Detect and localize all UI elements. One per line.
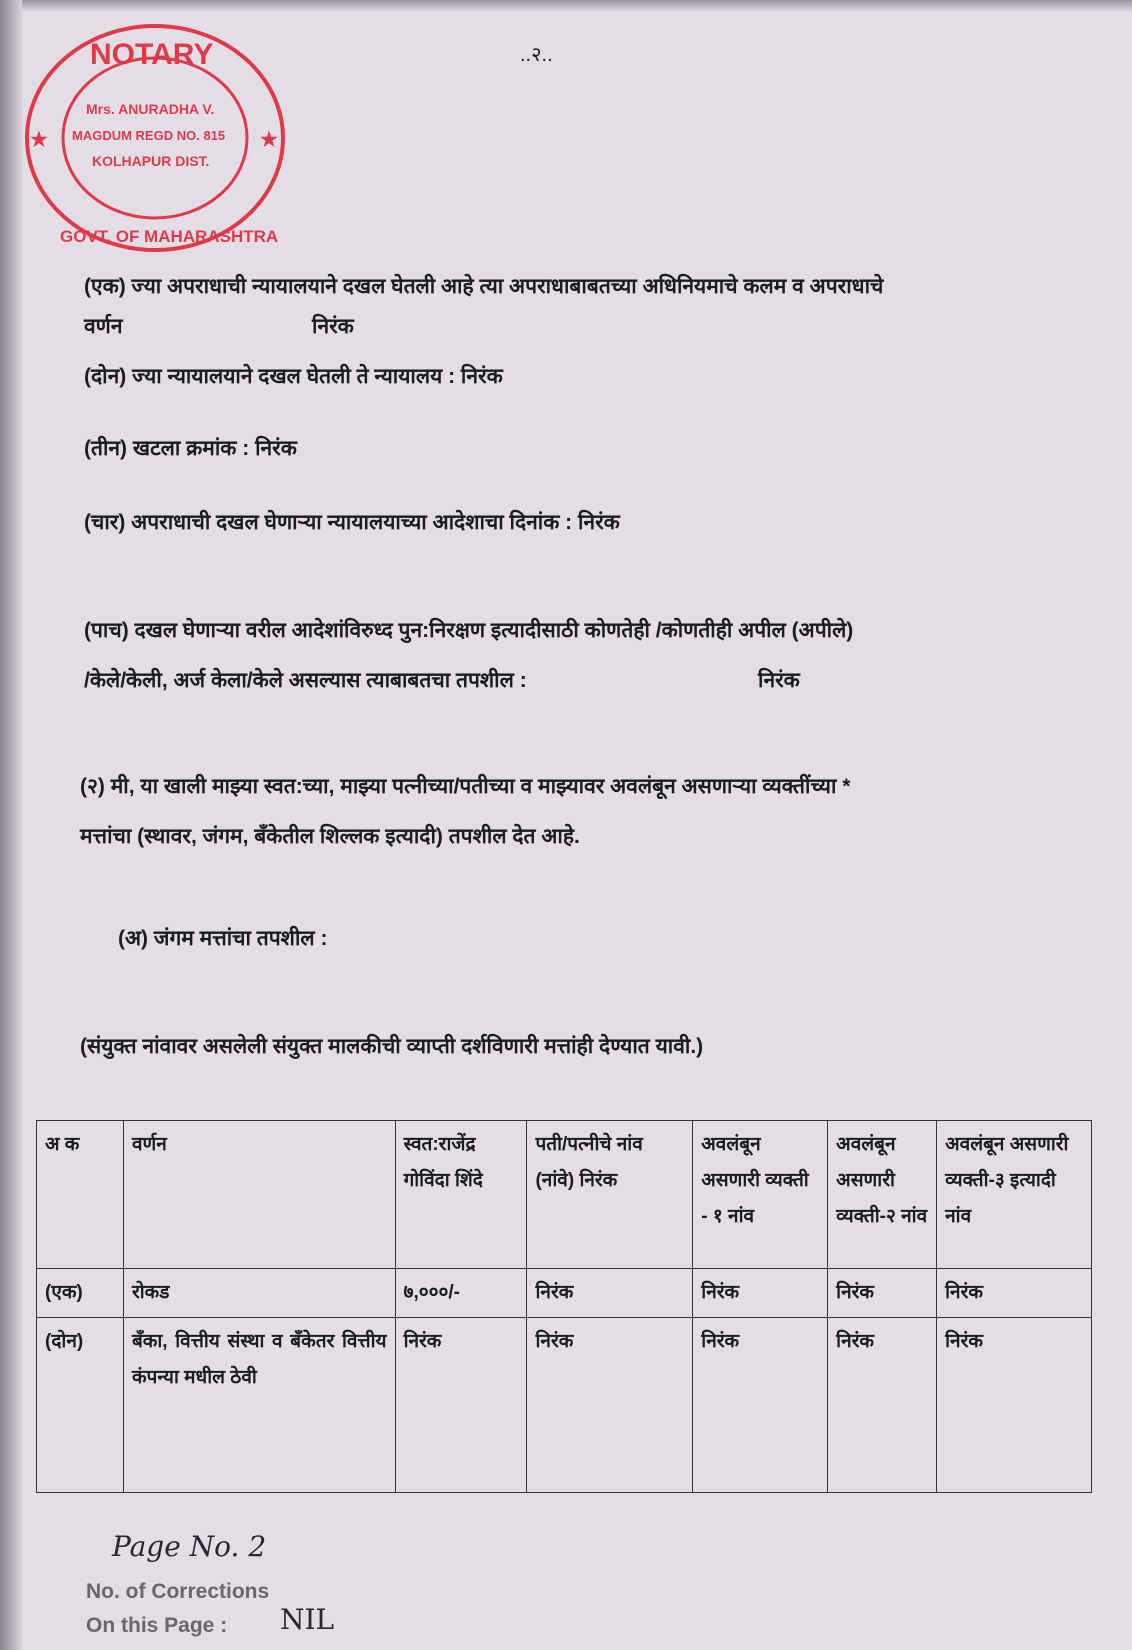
stamp-top-text: NOTARY (90, 38, 214, 71)
scan-edge-left (0, 0, 22, 1650)
cell-self: ७,०००/- (395, 1269, 527, 1318)
corrections-label-1: No. of Corrections (86, 1580, 270, 1603)
corrections-stamp (86, 1575, 269, 1643)
section-pach-value: निरंक (758, 669, 800, 692)
section-two-line2: मत्तांचा (स्थावर, जंगम, बँकेतील शिल्लक इत्यादी) तपशील देत आहे. (80, 825, 580, 848)
section-ek-label: वर्णन (84, 315, 123, 338)
header-serial: अ क (37, 1121, 124, 1269)
corrections-value: NIL (280, 1603, 335, 1636)
handwritten-page-number: Page No. 2 (112, 1530, 267, 1563)
section-ek-value: निरंक (312, 315, 354, 338)
cell-dependent-2: निरंक (828, 1318, 937, 1493)
stamp-name: Mrs. ANURADHA V. (86, 101, 215, 117)
section-pach-line2: /केले/केली, अर्ज केला/केले असल्यास त्याबाबतचा तपशील : (84, 669, 527, 692)
section-teen: (तीन) खटला क्रमांक : निरंक (84, 437, 297, 460)
cell-dependent-2: निरंक (828, 1269, 937, 1318)
table-row (37, 1269, 1092, 1318)
cell-spouse: निरंक (527, 1269, 693, 1318)
header-dependent-2: अवलंबून असणारी व्यक्ती-२ नांव (828, 1121, 937, 1269)
notary-stamp (20, 16, 295, 261)
cell-description: बँका, वित्तीय संस्था व बँकेतर वित्तीय कंपन्या मधील ठेवी (123, 1318, 395, 1493)
cell-dependent-3: निरंक (937, 1318, 1092, 1493)
scan-edge-top (0, 0, 1132, 12)
cell-serial: (दोन) (37, 1318, 124, 1493)
header-self: स्वत:राजेंद्र गोविंदा शिंदे (395, 1121, 527, 1269)
section-two-line1: (२) मी, या खाली माझ्या स्वत:च्या, माझ्या पत्नीच्या/पतीच्या व माझ्यावर अवलंबून असणाऱ्या व्यक्तींच्या * (80, 775, 851, 798)
cell-serial: (एक) (37, 1269, 124, 1318)
section-a-heading: (अ) जंगम मत्तांचा तपशील : (118, 927, 328, 950)
section-pach-line1: (पाच) दखल घेणाऱ्या वरील आदेशांविरुध्द पुन:निरक्षण इत्यादीसाठी कोणतेही /कोणतीही अपील (अपीले) (84, 619, 854, 642)
table-row (37, 1318, 1092, 1493)
section-don: (दोन) ज्या न्यायालयाने दखल घेतली ते न्यायालय : निरंक (84, 365, 503, 388)
section-ek: (एक) ज्या अपराधाची न्यायालयाने दखल घेतली आहे त्या अपराधाबाबतच्या अधिनियमाचे कलम व अपराधाचे (84, 275, 884, 298)
section-char: (चार) अपराधाची दखल घेणाऱ्या न्यायालयाच्या आदेशाचा दिनांक : निरंक (84, 511, 620, 534)
cell-dependent-1: निरंक (693, 1318, 828, 1493)
stamp-regd: MAGDUM REGD NO. 815 (72, 128, 226, 143)
star-icon: ★ (30, 129, 48, 151)
cell-dependent-3: निरंक (937, 1269, 1092, 1318)
header-dependent-1: अवलंबून असणारी व्यक्ती - १ नांव (693, 1121, 828, 1269)
cell-description: रोकड (123, 1269, 395, 1318)
cell-self: निरंक (395, 1318, 527, 1493)
stamp-bottom-text: GOVT. OF MAHARASHTRA (60, 227, 279, 246)
movable-assets-table (36, 1120, 1092, 1493)
header-spouse: पती/पत्नीचे नांव (नांवे) निरंक (527, 1121, 693, 1269)
header-dependent-3: अवलंबून असणारी व्यक्ती-३ इत्यादी नांव (937, 1121, 1092, 1269)
stamp-district: KOLHAPUR DIST. (92, 153, 210, 169)
joint-assets-note: (संयुक्त नांवावर असलेली संयुक्त मालकीची व्याप्ती दर्शविणारी मत्तांही देण्यात यावी.) (80, 1035, 704, 1058)
cell-spouse: निरंक (527, 1318, 693, 1493)
table-header-row (37, 1121, 1092, 1269)
star-icon: ★ (260, 129, 278, 151)
corrections-label-2: On this Page : (86, 1614, 228, 1637)
page-marker: ..२.. (520, 44, 553, 66)
cell-dependent-1: निरंक (693, 1269, 828, 1318)
header-description: वर्णन (123, 1121, 395, 1269)
